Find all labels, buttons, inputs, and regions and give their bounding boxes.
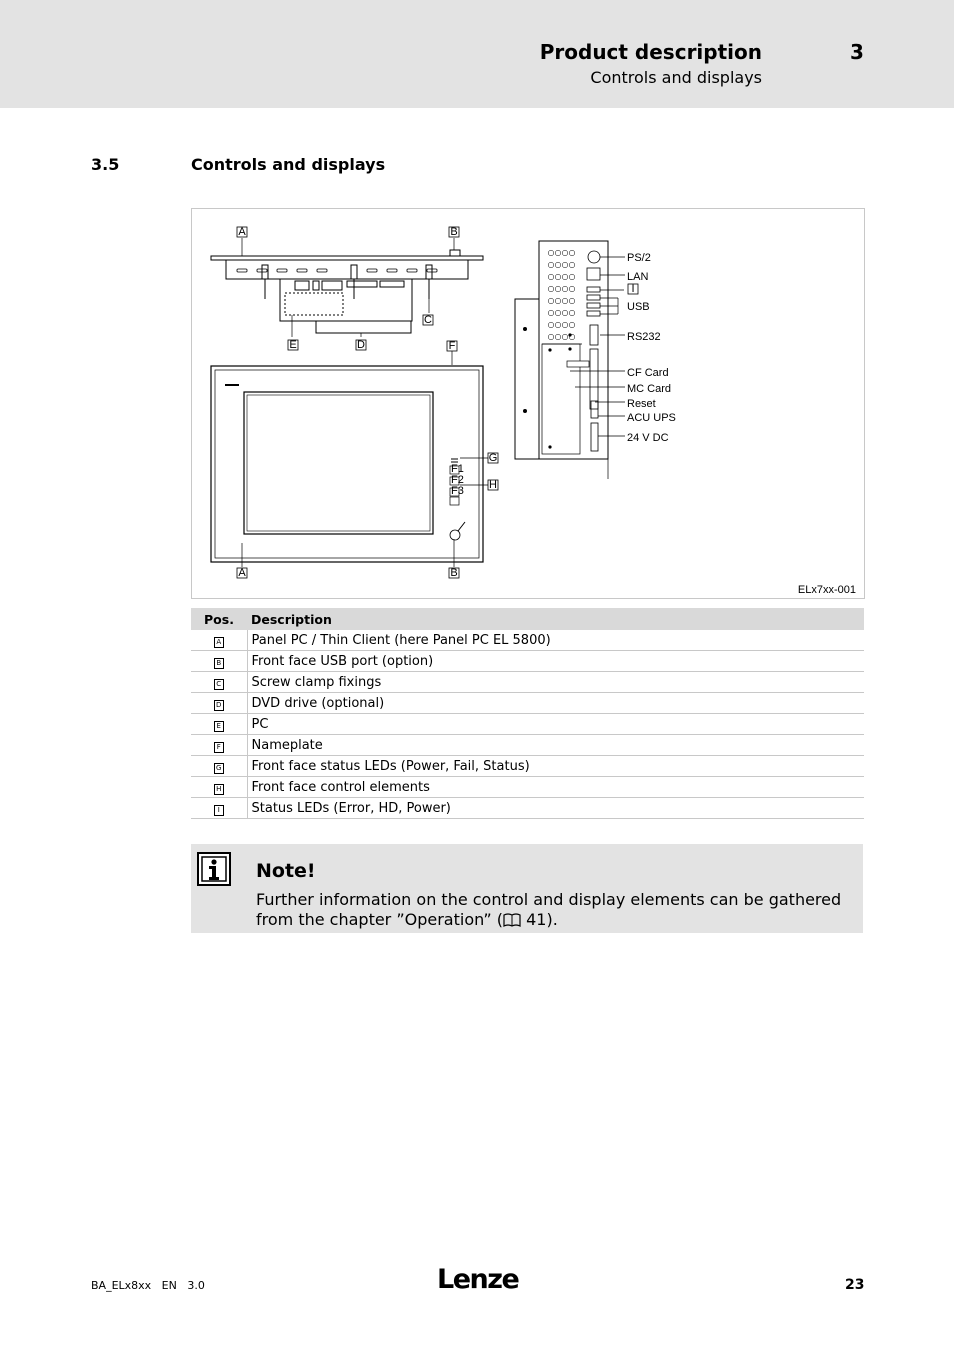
pos-letter: I (214, 805, 224, 816)
front-view-frame (211, 366, 483, 562)
note-text-body: Further information on the control and display elements can be gathered from the chapter ”Operation” ( (256, 890, 842, 929)
pos-letter: D (214, 700, 224, 711)
top-view-pc-box (280, 279, 412, 321)
row-description: Front face USB port (option) (247, 651, 864, 672)
table-row (191, 672, 864, 693)
diagram-letter-g: G (488, 452, 498, 464)
diagram-letter-b-top: B (450, 226, 458, 238)
diagram-letter-i: I (631, 283, 635, 295)
section-title: Controls and displays (191, 155, 386, 174)
pos-letter: C (214, 679, 224, 690)
note-page-ref[interactable]: 41 (521, 910, 547, 929)
device-diagram (191, 208, 865, 599)
table-row (191, 714, 864, 735)
pos-letter: A (214, 637, 224, 648)
table-row (191, 756, 864, 777)
diagram-letter-f: F (448, 340, 456, 352)
button-label-f3: F3 (451, 485, 464, 497)
diagram-letter-e: E (289, 339, 297, 351)
info-icon (197, 852, 231, 886)
pos-letter: B (214, 658, 224, 669)
header-subtitle: Controls and displays (590, 68, 762, 87)
table-row (191, 693, 864, 714)
note-text (256, 890, 856, 930)
position-table (191, 608, 864, 819)
callout-mc-card: MC Card (627, 383, 672, 395)
button-label-f2: F2 (451, 474, 464, 486)
callout-24v-dc: 24 V DC (627, 432, 669, 444)
callout-reset: Reset (627, 398, 656, 410)
book-icon (503, 913, 521, 927)
note-box (191, 844, 863, 933)
section-number: 3.5 (91, 155, 120, 174)
callout-ps2: PS/2 (627, 252, 651, 264)
table-row (191, 630, 864, 651)
table-row (191, 777, 864, 798)
footer-doc-id: BA_ELx8xx EN 3.0 (91, 1279, 205, 1292)
diagram-letter-d: D (357, 339, 365, 351)
header-title: Product description (539, 40, 762, 64)
lenze-logo: Lenze (437, 1264, 519, 1295)
row-description: Front face status LEDs (Power, Fail, Status) (247, 756, 864, 777)
figure-id: ELx7xx-001 (797, 584, 856, 596)
diagram-letter-c: C (424, 314, 432, 326)
table-header-pos: Pos. (191, 608, 247, 630)
top-view-flange (211, 256, 483, 260)
front-view-screen (244, 392, 433, 534)
row-description: DVD drive (optional) (247, 693, 864, 714)
page-header (0, 0, 954, 108)
table-row (191, 651, 864, 672)
device-drawing (192, 209, 864, 598)
row-description: PC (247, 714, 864, 735)
pos-letter: G (214, 763, 224, 774)
pos-letter: E (214, 721, 224, 732)
row-description: Panel PC / Thin Client (here Panel PC EL 5800) (247, 630, 864, 651)
table-row (191, 735, 864, 756)
callout-usb: USB (627, 301, 650, 313)
header-chapter-number: 3 (850, 40, 864, 64)
diagram-letter-a-bottom: A (238, 567, 246, 579)
row-description: Nameplate (247, 735, 864, 756)
row-description: Status LEDs (Error, HD, Power) (247, 798, 864, 819)
row-description: Front face control elements (247, 777, 864, 798)
note-text-end: ). (546, 910, 558, 929)
button-label-f1: F1 (451, 463, 464, 475)
callout-cf-card: CF Card (627, 367, 669, 379)
diagram-letter-b-bottom: B (450, 567, 458, 579)
table-header-description: Description (247, 608, 864, 630)
row-description: Screw clamp fixings (247, 672, 864, 693)
note-title: Note! (256, 860, 316, 882)
callout-rs232: RS232 (627, 331, 661, 343)
pos-letter: H (214, 784, 224, 795)
top-view-dvd-box (316, 321, 411, 333)
diagram-letter-a-top: A (238, 226, 246, 238)
callout-lan: LAN (627, 271, 649, 283)
diagram-letter-h: H (489, 479, 497, 491)
pos-letter: F (214, 742, 224, 753)
table-row (191, 798, 864, 819)
callout-acu-ups: ACU UPS (627, 412, 676, 424)
page-number: 23 (845, 1277, 865, 1293)
